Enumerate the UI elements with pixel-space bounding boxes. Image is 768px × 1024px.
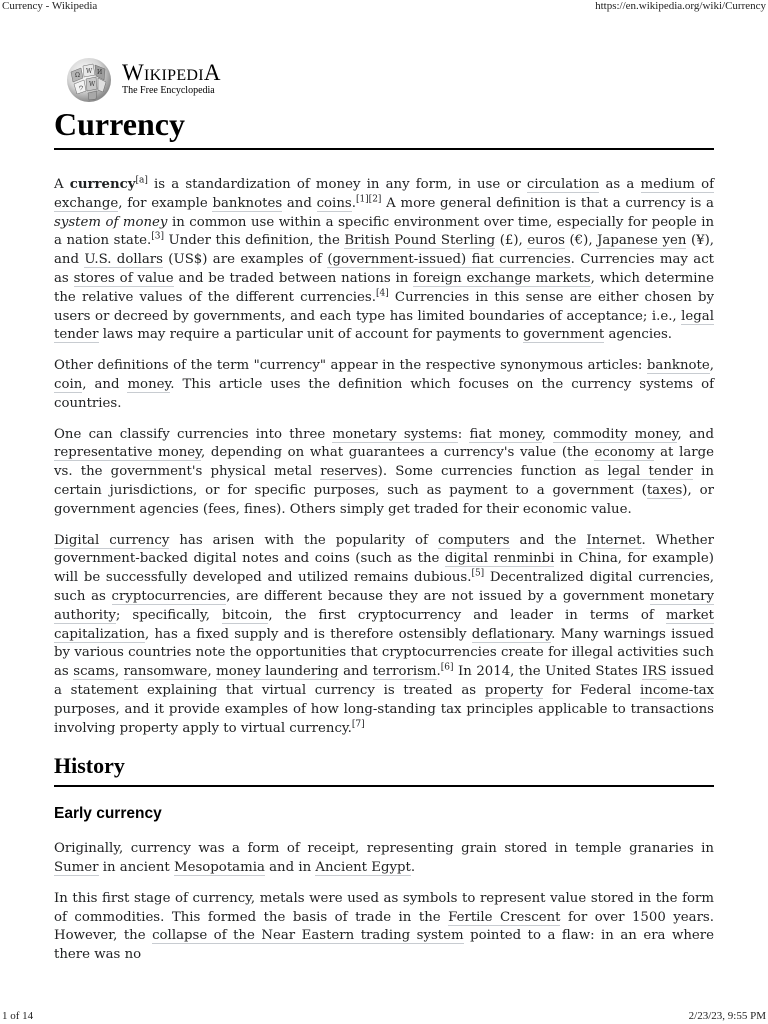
link-irs[interactable]: IRS xyxy=(642,664,667,680)
link-monetary-authority[interactable]: monetary authority xyxy=(54,588,714,623)
wikipedia-globe-icon xyxy=(64,56,114,104)
link-bitcoin[interactable]: bitcoin xyxy=(222,607,269,623)
link-banknote[interactable]: banknote xyxy=(646,358,710,374)
link-medium-of-exchange[interactable]: medium of exchange xyxy=(54,177,714,211)
link-ransomware[interactable]: ransomware xyxy=(123,664,208,680)
link-british-pound-sterling[interactable]: British Pound Sterling xyxy=(344,233,496,249)
link-legal-tender[interactable]: legal tender xyxy=(607,464,693,480)
link-deflationary[interactable]: deflationary xyxy=(471,626,552,642)
citation-ref[interactable]: [3] xyxy=(151,231,164,242)
link-digital-currency[interactable]: Digital currency xyxy=(54,532,170,548)
print-header xyxy=(0,0,768,14)
paragraph-first-stage: In this first stage of currency, metals were used as symbols to represent value stored in the form of commodities. This formed the basis of trade in the Fertile Crescent for over 1500 years. However, the collapse of the Near Eastern trading system pointed to a flaw: in an era where there was no xyxy=(54,890,715,963)
citation-ref[interactable]: [6] xyxy=(440,662,454,673)
link-legal-tender[interactable]: legal tender xyxy=(54,308,714,343)
link-sumer[interactable]: Sumer xyxy=(54,859,99,875)
wikipedia-tagline: The Free Encyclopedia xyxy=(122,85,215,96)
link-market-capitalization[interactable]: market capitalization xyxy=(54,607,715,642)
citation-ref[interactable]: [a] xyxy=(135,175,148,186)
link-government[interactable]: government xyxy=(523,327,605,343)
section-heading-history: History xyxy=(54,751,714,787)
link-internet[interactable]: Internet xyxy=(586,532,642,548)
svg-text:W: W xyxy=(89,81,96,88)
link-euros[interactable]: euros xyxy=(527,233,565,249)
link-coins[interactable]: coins xyxy=(316,195,352,211)
paragraph-definitions: Other definitions of the term "currency" appear in the respective synonymous articles: banknote, coin, and money. This article uses the definition which focuses on the currency systems of countries. xyxy=(54,358,714,411)
print-header-url: https://en.wikipedia.org/wiki/Currency xyxy=(595,0,766,12)
svg-text:ウ: ウ xyxy=(78,85,85,92)
link-foreign-exchange-markets[interactable]: foreign exchange markets xyxy=(413,270,591,286)
print-footer xyxy=(0,1008,768,1024)
link-banknotes[interactable]: banknotes xyxy=(212,195,283,211)
citation-ref[interactable]: [4] xyxy=(375,288,389,299)
link-reserves[interactable]: reserves xyxy=(320,464,378,480)
link-commodity-money[interactable]: commodity money xyxy=(553,426,678,442)
link-money-laundering[interactable]: money laundering xyxy=(216,664,339,680)
link-japanese-yen[interactable]: Japanese yen xyxy=(597,233,687,249)
subsection-heading-early-currency: Early currency xyxy=(54,805,162,823)
link-collapse-of-the-near-eastern-trading-system[interactable]: collapse of the Near Eastern trading system xyxy=(152,928,464,944)
wikipedia-wordmark: WIKIPEDIA xyxy=(122,60,221,85)
article-content xyxy=(54,176,714,977)
citation-ref[interactable]: [5] xyxy=(471,568,485,579)
print-header-title: Currency - Wikipedia xyxy=(2,0,98,12)
link-economy[interactable]: economy xyxy=(594,445,655,461)
print-footer-page: 1 of 14 xyxy=(2,1010,34,1022)
print-footer-timestamp: 2/23/23, 9:55 PM xyxy=(688,1010,766,1022)
link-income-tax[interactable]: income-tax xyxy=(640,682,715,698)
link-digital-renminbi[interactable]: digital renminbi xyxy=(444,551,555,567)
link-money[interactable]: money xyxy=(127,376,171,392)
link-government-issued-fiat-currencies[interactable]: (government-issued) fiat currencies xyxy=(327,252,571,268)
link-taxes[interactable]: taxes xyxy=(646,482,683,498)
paragraph-intro: A currency[a] is a standardization of money in any form, in use or circulation as a medium of exchange, for example banknotes and coins.[1][2] A more general definition is that a currency is a system of money in common use within a specific environment over time, especially for people in a nation state.[3] Under this definition, the British Pound Sterling (£), euros (€), Japanese yen (¥), and U.S. dollars (US$) are examples of (government-issued) fiat currencies. Currencies may act as stores of value and be traded between nations in foreign exchange markets, which determine the relative values of the different currencies.[4] Currencies in this sense are either chosen by users or decreed by governments, and each type has limited boundaries of acceptance; i.e., legal tender laws may require a particular unit of account for payments to government agencies. xyxy=(54,175,715,343)
page-title: Currency xyxy=(54,104,714,150)
paragraph-early-origins: Originally, currency was a form of receipt, representing grain stored in temple granaries in Sumer in ancient Mesopotamia and in Ancient Egypt. xyxy=(54,841,714,875)
link-circulation[interactable]: circulation xyxy=(526,177,600,192)
link-ancient-egypt[interactable]: Ancient Egypt xyxy=(315,859,411,875)
link-mesopotamia[interactable]: Mesopotamia xyxy=(173,859,265,875)
svg-text:W: W xyxy=(86,68,93,75)
link-fiat-money[interactable]: fiat money xyxy=(469,426,542,442)
link-coin[interactable]: coin xyxy=(54,376,83,392)
link-computers[interactable]: computers xyxy=(438,532,510,548)
italic-term: system of money xyxy=(54,214,168,230)
svg-text:И: И xyxy=(97,69,103,76)
link-fertile-crescent[interactable]: Fertile Crescent xyxy=(448,909,561,925)
link-property[interactable]: property xyxy=(484,682,544,698)
wikipedia-logo[interactable] xyxy=(64,56,264,104)
link-scams[interactable]: scams xyxy=(73,664,115,680)
paragraph-digital-currency: Digital currency has arisen with the popularity of computers and the Internet. Whether government-backed digital notes and coins (such as the digital renminbi in China, for example) will be successfully developed and utilized remains dubious.[5] Decentralized digital currencies, such as cryptocurrencies, are different because they are not issued by a government monetary authority; specifically, bitcoin, the first cryptocurrency and leader in terms of market capitalization, has a fixed supply and is therefore ostensibly deflationary. Many warnings issued by various countries note the opportunities that cryptocurrencies create for illegal activities such as scams, ransomware, money laundering and terrorism.[6] In 2014, the United States IRS issued a statement explaining that virtual currency is treated as property for Federal income-tax purposes, and it provide examples of how long-standing tax principles applicable to transactions involving property apply to virtual currency.[7] xyxy=(54,532,715,736)
link-monetary-systems[interactable]: monetary systems xyxy=(332,426,458,442)
citation-ref[interactable]: [1][2] xyxy=(355,194,382,205)
svg-text:Ω: Ω xyxy=(75,72,80,79)
link-terrorism[interactable]: terrorism xyxy=(372,664,437,680)
link-representative-money[interactable]: representative money xyxy=(54,445,201,461)
link-u-s-dollars[interactable]: U.S. dollars xyxy=(84,252,163,268)
link-stores-of-value[interactable]: stores of value xyxy=(73,270,174,286)
link-cryptocurrencies[interactable]: cryptocurrencies xyxy=(111,588,227,604)
paragraph-classification: One can classify currencies into three monetary systems: fiat money, commodity money, and representative money, depending on what guarantees a currency's value (the economy at large vs. the government's physical metal reserves). Some currencies function as legal tender in certain jurisdictions, or for specific purposes, such as payment to a government (taxes), or government agencies (fees, fines). Others simply get traded for their economic value. xyxy=(54,426,714,517)
bold-term: currency xyxy=(69,177,136,192)
citation-ref[interactable]: [7] xyxy=(351,719,365,730)
